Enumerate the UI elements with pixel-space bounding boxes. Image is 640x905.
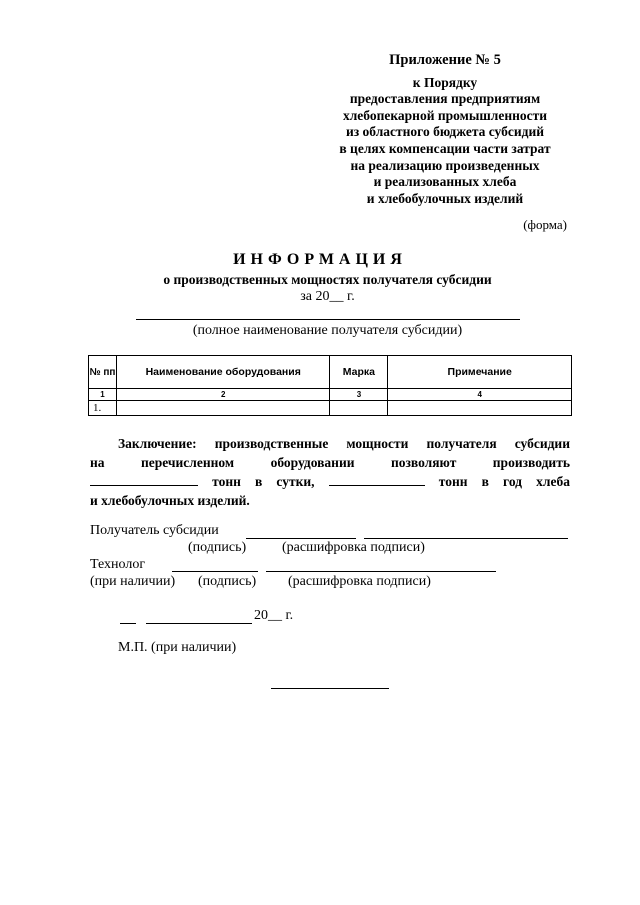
recipient-signature-field[interactable] [246, 538, 356, 539]
document-subtitle: о производственных мощностях получателя субсидии [163, 272, 492, 287]
annual-tonnage-field[interactable] [329, 472, 425, 486]
conclusion-word: получателя [426, 436, 497, 451]
conclusion-word: год [503, 474, 523, 489]
header-line: на реализацию произведенных [350, 157, 540, 173]
table-cell-note[interactable] [388, 401, 572, 416]
recipient-label: Получатель субсидии [90, 523, 219, 538]
appendix-number: Приложение № 5 [389, 52, 501, 68]
recipient-name-field[interactable] [136, 319, 520, 320]
header-line: к Порядку [412, 74, 478, 90]
conclusion-line [90, 472, 570, 491]
column-number-row [89, 389, 572, 401]
equipment-table [88, 355, 572, 416]
technologist-if-any: (при наличии) [90, 574, 176, 589]
decryption-caption: (расшифровка подписи) [288, 574, 431, 589]
table-header-row [89, 356, 572, 389]
table-cell-equipment[interactable] [116, 401, 330, 416]
conclusion-line [90, 434, 570, 453]
daily-tonnage-field[interactable] [90, 472, 198, 486]
signature-caption: (подпись) [198, 574, 257, 589]
date-year: 20__ г. [254, 608, 294, 623]
conclusion-word: в [254, 474, 263, 489]
conclusion-line-last: и хлебобулочных изделий. [90, 493, 250, 508]
technologist-signature-field[interactable] [172, 571, 258, 572]
stamp-place: М.П. (при наличии) [118, 640, 237, 655]
recipient-name-caption: (полное наименование получателя субсидии) [192, 323, 463, 338]
header-line: в целях компенсации части затрат [339, 140, 551, 156]
document-title: ИНФОРМАЦИЯ [233, 251, 407, 268]
column-number: 3 [330, 389, 388, 401]
column-header-number: № пп [89, 356, 117, 389]
header-line: хлебопекарной промышленности [342, 107, 548, 123]
header-line: предоставления предприятиям [349, 91, 541, 107]
signature-caption: (подпись) [188, 540, 247, 555]
end-separator [271, 688, 389, 689]
conclusion-word: на [90, 455, 105, 470]
conclusion-word: перечисленном [140, 455, 235, 470]
table-cell-number: 1. [89, 401, 117, 416]
table-row [89, 401, 572, 416]
conclusion-word: в [481, 474, 489, 489]
conclusion-word: субсидии [514, 436, 570, 451]
conclusion-line [90, 453, 570, 472]
header-line: из областного бюджета субсидий [345, 124, 545, 140]
conclusion-word: тонн [438, 474, 468, 489]
conclusion-word: Заключение: [118, 436, 197, 451]
table-cell-brand[interactable] [330, 401, 388, 416]
conclusion-word: производственные [214, 436, 329, 451]
conclusion-word: оборудовании [270, 455, 355, 470]
column-number: 2 [116, 389, 330, 401]
technologist-decryption-field[interactable] [266, 571, 496, 572]
column-header-brand: Марка [330, 356, 388, 389]
column-header-equipment: Наименование оборудования [116, 356, 330, 389]
conclusion-word: производить [492, 455, 570, 470]
conclusion-paragraph [90, 434, 570, 510]
reporting-period: за 20__ г. [300, 289, 355, 304]
column-header-note: Примечание [388, 356, 572, 389]
technologist-label: Технолог [90, 557, 146, 572]
column-number: 4 [388, 389, 572, 401]
date-day-field[interactable] [120, 623, 136, 624]
conclusion-word: сутки, [276, 474, 315, 489]
appendix-header [300, 52, 590, 207]
header-line: и реализованных хлеба [373, 174, 517, 190]
decryption-caption: (расшифровка подписи) [282, 540, 425, 555]
conclusion-word: мощности [346, 436, 409, 451]
conclusion-word: хлеба [536, 474, 570, 489]
column-number: 1 [89, 389, 117, 401]
conclusion-word: тонн [212, 474, 241, 489]
conclusion-word: позволяют [390, 455, 457, 470]
form-label: (форма) [523, 217, 567, 232]
date-month-field[interactable] [146, 623, 252, 624]
recipient-decryption-field[interactable] [364, 538, 568, 539]
header-line: и хлебобулочных изделий [366, 190, 524, 206]
